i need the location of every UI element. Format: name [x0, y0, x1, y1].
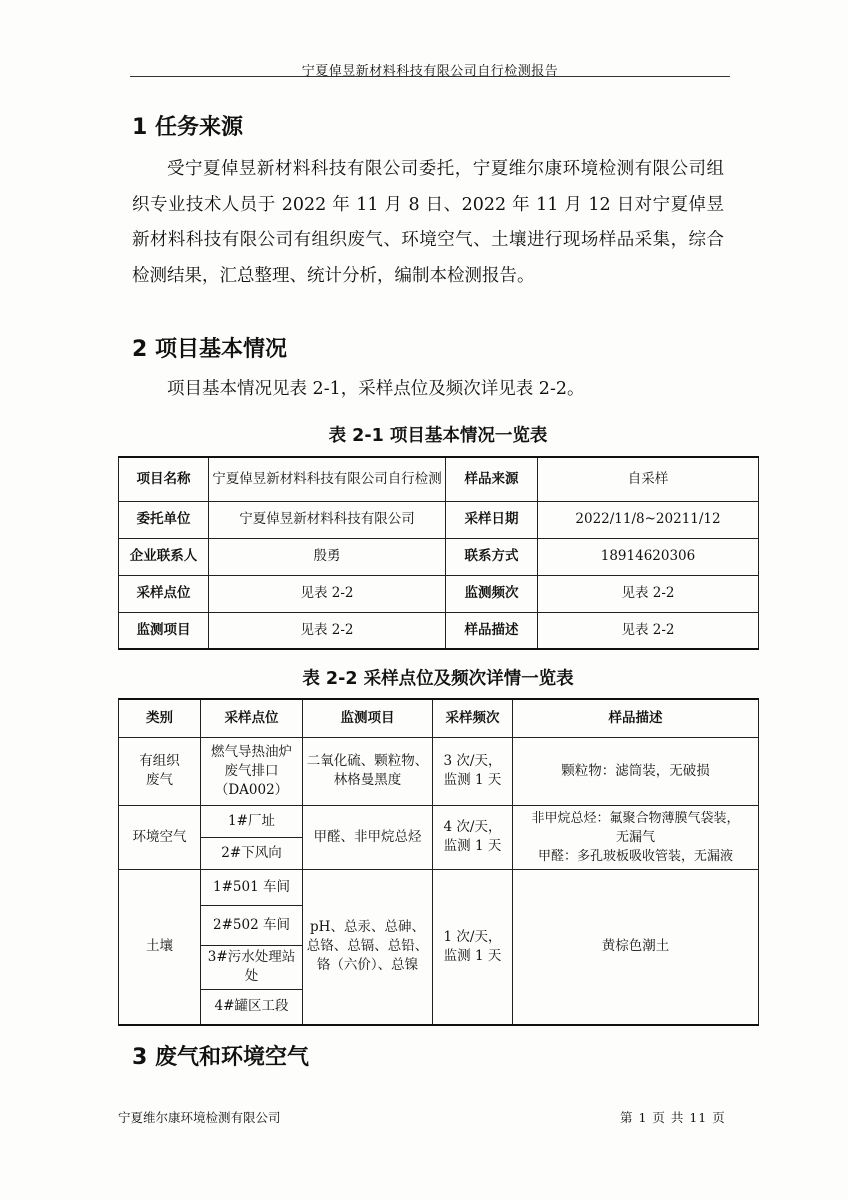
point-cell: 4#罐区工段: [201, 989, 303, 1025]
table-label: 委托单位: [119, 501, 209, 538]
items-cell: 二氧化硫、颗粒物、 林格曼黑度: [303, 737, 433, 805]
table-label: 采样日期: [446, 501, 538, 538]
column-header: 监测项目: [303, 699, 433, 737]
table-row: [119, 869, 759, 905]
category-cell: 环境空气: [119, 805, 201, 869]
desc-cell: 非甲烷总烃：氟聚合物薄膜气袋装， 无漏气 甲醛：多孔玻板吸收管装，无漏液: [513, 805, 759, 869]
freq-cell: 4 次/天， 监测 1 天: [433, 805, 513, 869]
running-header: 宁夏倬昱新材料科技有限公司自行检测报告: [301, 64, 559, 79]
table-row: [119, 612, 759, 649]
header-rule: [130, 76, 730, 77]
table-row: [119, 457, 759, 501]
table-label: 项目名称: [119, 457, 209, 501]
footer-page-number: 第 1 页 共 11 页: [620, 1110, 726, 1125]
table-cell: 宁夏倬昱新材料科技有限公司自行检测: [209, 457, 446, 501]
table-row: [119, 737, 759, 805]
table-cell: 见表 2-2: [538, 575, 759, 612]
section-3-heading: 3 废气和环境空气: [132, 1045, 309, 1070]
point-cell: 1#501 车间: [201, 869, 303, 905]
point-cell: 1#厂址: [201, 805, 303, 837]
section-1-heading: 1 任务来源: [132, 115, 243, 140]
table-label: 监测项目: [119, 612, 209, 649]
desc-cell: 颗粒物：滤筒装，无破损: [513, 737, 759, 805]
column-header: 样品描述: [513, 699, 759, 737]
table-cell: 见表 2-2: [209, 575, 446, 612]
table-label: 企业联系人: [119, 538, 209, 575]
table-cell: 自采样: [538, 457, 759, 501]
table-row: [119, 501, 759, 538]
table-2-1: [118, 456, 759, 650]
table-header-row: [119, 699, 759, 737]
table-2-1-caption: 表 2-1 项目基本情况一览表: [328, 426, 548, 446]
freq-cell: 1 次/天， 监测 1 天: [433, 869, 513, 1025]
table-cell: 宁夏倬昱新材料科技有限公司: [209, 501, 446, 538]
table-label: 样品来源: [446, 457, 538, 501]
point-cell: 燃气导热油炉 废气排口 （DA002）: [201, 737, 303, 805]
table-row: [119, 538, 759, 575]
table-cell: 殷勇: [209, 538, 446, 575]
freq-cell: 3 次/天， 监测 1 天: [433, 737, 513, 805]
table-label: 样品描述: [446, 612, 538, 649]
table-row: [119, 575, 759, 612]
desc-cell: 黄棕色潮土: [513, 869, 759, 1025]
category-cell: 土壤: [119, 869, 201, 1025]
table-2-2: [118, 698, 759, 1026]
items-cell: pH、总汞、总砷、 总铬、总镉、总铅、 铬（六价）、总镍: [303, 869, 433, 1025]
category-cell: 有组织 废气: [119, 737, 201, 805]
column-header: 采样点位: [201, 699, 303, 737]
table-cell: 见表 2-2: [538, 612, 759, 649]
point-cell: 2#502 车间: [201, 905, 303, 945]
point-cell: 2#下风向: [201, 837, 303, 869]
section-1-paragraph: 受宁夏倬昱新材料科技有限公司委托，宁夏维尔康环境检测有限公司组织专业技术人员于 2022 年 11 月 8 日、2022 年 11 月 12 日对宁夏倬昱新材料科技有限公司有组织废气、环境空气、土壤进行现场样品采集，综合检测结果，汇总整理、统计分析，编制本检测报告。: [132, 159, 724, 286]
table-label: 采样点位: [119, 575, 209, 612]
column-header: 采样频次: [433, 699, 513, 737]
table-2-2-caption: 表 2-2 采样点位及频次详情一览表: [302, 669, 574, 689]
column-header: 类别: [119, 699, 201, 737]
section-2-paragraph: 项目基本情况见表 2-1，采样点位及频次详见表 2-2。: [167, 379, 585, 399]
table-cell: 见表 2-2: [209, 612, 446, 649]
table-cell: 2022/11/8~20211/12: [538, 501, 759, 538]
table-cell: 18914620306: [538, 538, 759, 575]
point-cell: 3#污水处理站 处: [201, 945, 303, 989]
footer-company: 宁夏维尔康环境检测有限公司: [118, 1110, 281, 1125]
items-cell: 甲醛、非甲烷总烃: [303, 805, 433, 869]
section-2-heading: 2 项目基本情况: [132, 337, 287, 362]
table-label: 监测频次: [446, 575, 538, 612]
table-row: [119, 805, 759, 837]
table-label: 联系方式: [446, 538, 538, 575]
